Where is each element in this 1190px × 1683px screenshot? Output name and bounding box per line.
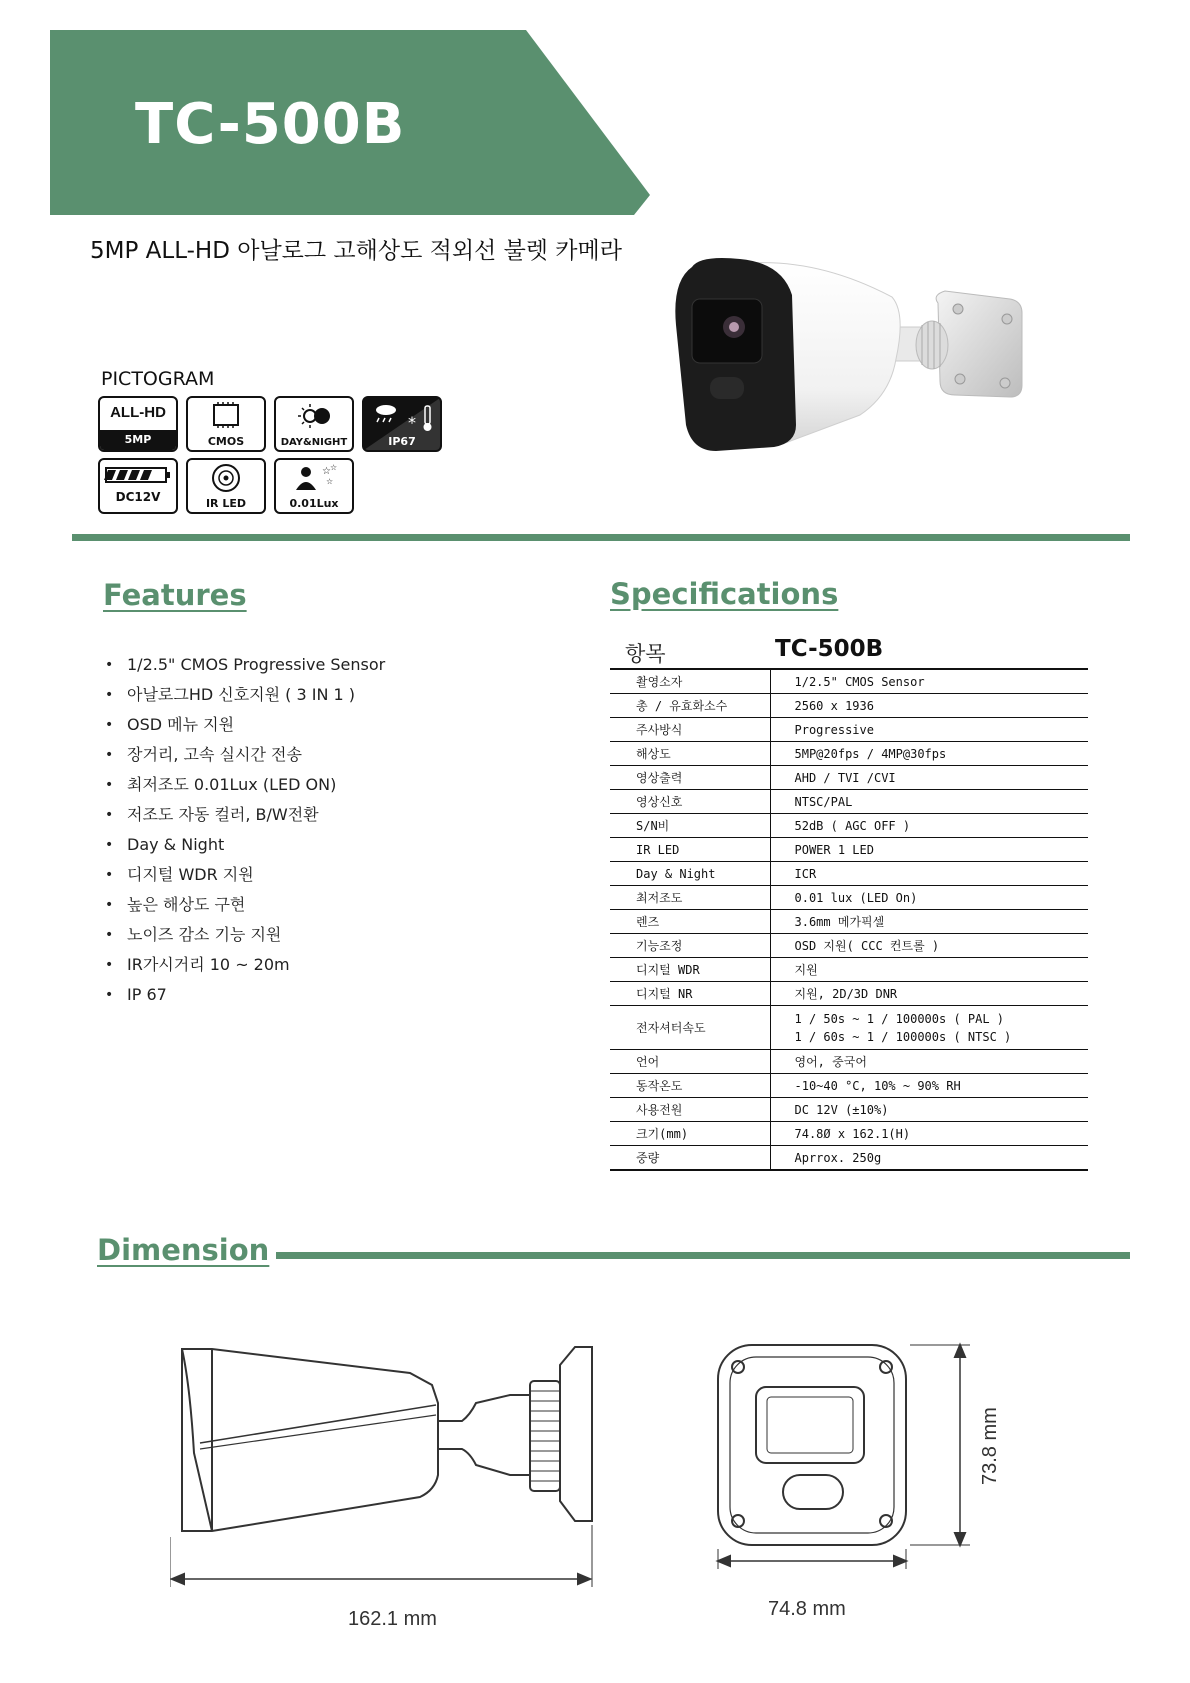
spec-key: 기능조정 <box>610 934 770 958</box>
low-lux-label: 0.01Lux <box>289 497 339 510</box>
camera-product-image <box>670 255 1060 480</box>
spec-key: IR LED <box>610 838 770 862</box>
spec-value: 74.8Ø x 162.1(H) <box>770 1122 1088 1146</box>
list-item: • 저조도 자동 컬러, B/W전환 <box>103 800 385 830</box>
allhd-5mp-icon <box>98 396 178 452</box>
list-item: • 최저조도 0.01Lux (LED ON) <box>103 770 385 800</box>
svg-text:☆: ☆ <box>326 477 334 486</box>
table-row <box>610 982 1088 1006</box>
spec-key: S/N비 <box>610 814 770 838</box>
table-row <box>610 742 1088 766</box>
features-title: Features <box>103 578 247 612</box>
dimension-divider <box>276 1252 1130 1259</box>
table-row <box>610 766 1088 790</box>
day-night-label: DAY&NIGHT <box>280 437 348 448</box>
cmos-label: CMOS <box>207 435 245 448</box>
ir-led-icon <box>186 458 266 514</box>
spec-col-item: 항목 <box>625 642 666 666</box>
low-lux-icon <box>274 458 354 514</box>
5mp-label: 5MP <box>124 433 152 446</box>
spec-value: Progressive <box>770 718 1088 742</box>
spec-key: 최저조도 <box>610 886 770 910</box>
table-row <box>610 886 1088 910</box>
ir-led-label: IR LED <box>205 497 247 510</box>
list-item: • 장거리, 고속 실시간 전송 <box>103 740 385 770</box>
spec-key: 총 / 유효화소수 <box>610 694 770 718</box>
ip67-icon <box>362 396 442 452</box>
spec-col-model: TC-500B <box>775 636 884 662</box>
table-row <box>610 1146 1088 1171</box>
spec-key: 중량 <box>610 1146 770 1171</box>
table-row <box>610 910 1088 934</box>
spec-value-line: 1 / 50s ~ 1 / 100000s ( PAL ) <box>794 1011 1005 1026</box>
pictogram-label: PICTOGRAM <box>101 368 215 390</box>
table-row <box>610 838 1088 862</box>
spec-value: 지원 <box>770 958 1088 982</box>
cmos-icon <box>186 396 266 452</box>
spec-key: 영상신호 <box>610 790 770 814</box>
list-item: • IP 67 <box>103 980 385 1010</box>
spec-table <box>610 668 1088 1171</box>
ip67-label: IP67 <box>388 435 416 448</box>
table-row <box>610 814 1088 838</box>
list-item: • OSD 메뉴 지원 <box>103 710 385 740</box>
table-row <box>610 1050 1088 1074</box>
spec-key: 사용전원 <box>610 1098 770 1122</box>
spec-value: 52dB ( AGC OFF ) <box>770 814 1088 838</box>
spec-key: 디지털 NR <box>610 982 770 1006</box>
spec-value: AHD / TVI /CVI <box>770 766 1088 790</box>
table-row <box>610 862 1088 886</box>
width-dimension-label: 74.8 mm <box>768 1598 846 1620</box>
spec-key: 디지털 WDR <box>610 958 770 982</box>
table-row <box>610 1074 1088 1098</box>
spec-key: 언어 <box>610 1050 770 1074</box>
table-row <box>610 1098 1088 1122</box>
specifications-title: Specifications <box>610 577 839 611</box>
list-item: • 높은 해상도 구현 <box>103 890 385 920</box>
spec-key: Day & Night <box>610 862 770 886</box>
top-divider <box>72 534 1130 541</box>
dc12v-label: DC12V <box>115 490 161 504</box>
height-dimension-label: 73.8 mm <box>979 1407 1001 1485</box>
spec-key: 주사방식 <box>610 718 770 742</box>
svg-text:*: * <box>408 413 416 432</box>
spec-value: 지원, 2D/3D DNR <box>770 982 1088 1006</box>
spec-value-line: 1 / 60s ~ 1 / 100000s ( NTSC ) <box>794 1029 1012 1044</box>
spec-value: 영어, 중국어 <box>770 1050 1088 1074</box>
spec-value: 3.6mm 메가픽셀 <box>770 910 1088 934</box>
table-row <box>610 934 1088 958</box>
spec-key: 전자셔터속도 <box>610 1006 770 1050</box>
table-row <box>610 669 1088 694</box>
table-row <box>610 718 1088 742</box>
product-subtitle: 5MP ALL-HD 아날로그 고해상도 적외선 불렛 카메라 <box>90 238 622 264</box>
table-row <box>610 694 1088 718</box>
spec-table-header <box>610 636 1088 668</box>
list-item: • IR가시거리 10 ~ 20m <box>103 950 385 980</box>
features-list <box>103 650 385 1010</box>
spec-value: ICR <box>770 862 1088 886</box>
length-dimension-label: 162.1 mm <box>348 1608 437 1630</box>
list-item: • 디지털 WDR 지원 <box>103 860 385 890</box>
dimension-title: Dimension <box>97 1233 270 1267</box>
spec-value: 1/2.5" CMOS Sensor <box>770 669 1088 694</box>
spec-value: Aprrox. 250g <box>770 1146 1088 1171</box>
spec-value: -10~40 °C, 10% ~ 90% RH <box>770 1074 1088 1098</box>
table-row <box>610 790 1088 814</box>
svg-text:☆: ☆ <box>330 463 338 472</box>
day-night-icon <box>274 396 354 452</box>
table-row <box>610 1122 1088 1146</box>
list-item: • 1/2.5" CMOS Progressive Sensor <box>103 650 385 680</box>
spec-value: 2560 x 1936 <box>770 694 1088 718</box>
spec-value: POWER 1 LED <box>770 838 1088 862</box>
spec-value: OSD 지원( CCC 컨트롤 ) <box>770 934 1088 958</box>
list-item: • 아날로그HD 신호지원 ( 3 IN 1 ) <box>103 680 385 710</box>
spec-value: NTSC/PAL <box>770 790 1088 814</box>
list-item: • 노이즈 감소 기능 지원 <box>103 920 385 950</box>
dc12v-icon <box>98 458 178 514</box>
spec-key: 렌즈 <box>610 910 770 934</box>
allhd-label: ALL-HD <box>110 404 166 421</box>
spec-value: 5MP@20fps / 4MP@30fps <box>770 742 1088 766</box>
model-title: TC-500B <box>135 92 406 157</box>
spec-key: 크기(mm) <box>610 1122 770 1146</box>
table-row <box>610 958 1088 982</box>
spec-key: 영상출력 <box>610 766 770 790</box>
svg-text:☆: ☆ <box>322 466 331 477</box>
table-row <box>610 1006 1088 1050</box>
spec-value: 0.01 lux (LED On) <box>770 886 1088 910</box>
spec-value <box>770 1006 1088 1050</box>
spec-key: 해상도 <box>610 742 770 766</box>
list-item: • Day & Night <box>103 830 385 860</box>
spec-value: DC 12V (±10%) <box>770 1098 1088 1122</box>
spec-key: 촬영소자 <box>610 669 770 694</box>
dimension-drawing <box>170 1325 1070 1645</box>
spec-key: 동작온도 <box>610 1074 770 1098</box>
